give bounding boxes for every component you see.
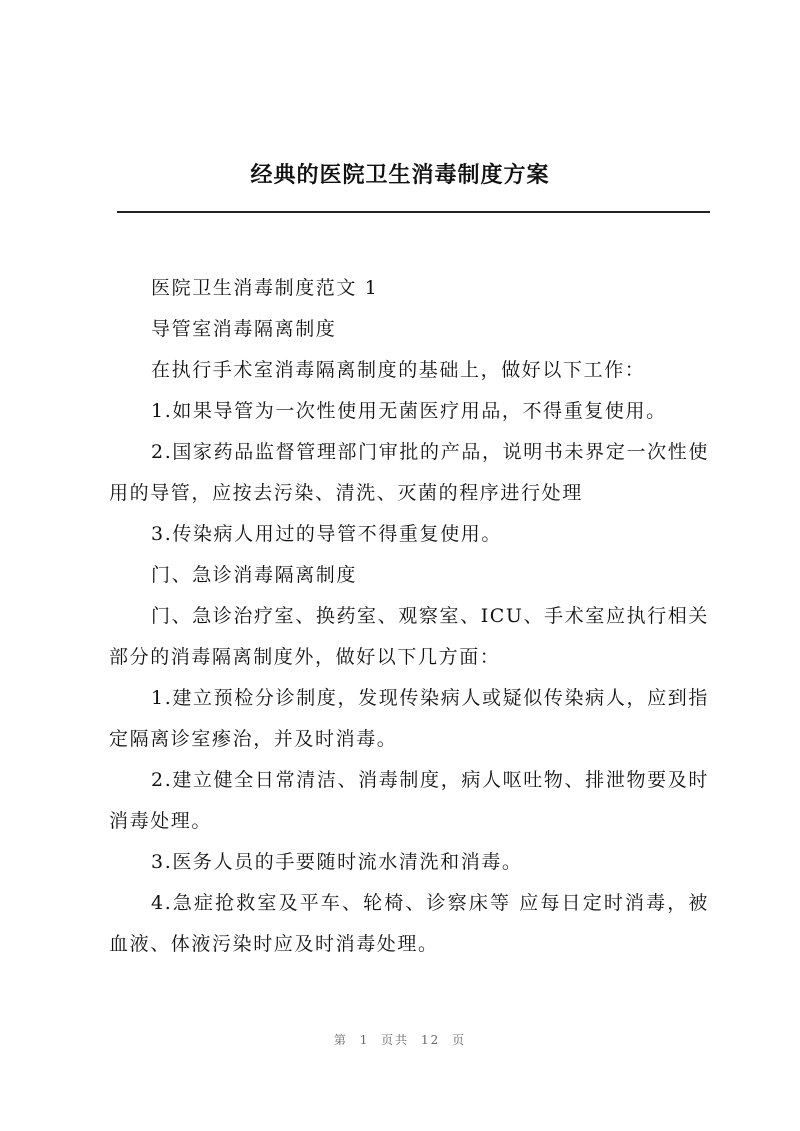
document-body <box>109 268 709 965</box>
paragraph-heading: 医院卫生消毒制度范文 1 <box>151 277 379 299</box>
paragraph: 1.如果导管为一次性使用无菌医疗用品，不得重复使用。 <box>151 400 667 422</box>
paragraph: 在执行手术室消毒隔离制度的基础上，做好以下工作： <box>151 359 646 381</box>
document-title: 经典的医院卫生消毒制度方案 <box>250 163 550 188</box>
paragraph-section-title: 导管室消毒隔离制度 <box>151 318 337 340</box>
paragraph: 2.国家药品监督管理部门审批的产品，说明书未界定一次性使用的导管，应按去污染、清洗、灭菌的程序进行处理 <box>109 441 709 504</box>
paragraph: 2.建立健全日常清洁、消毒制度，病人呕吐物、排泄物要及时消毒处理。 <box>109 769 709 832</box>
paragraph: 3.传染病人用过的导管不得重复使用。 <box>151 523 502 545</box>
paragraph-section-title: 门、急诊消毒隔离制度 <box>151 564 358 586</box>
paragraph: 1.建立预检分诊制度，发现传染病人或疑似传染病人，应到指定隔离诊室瘆治，并及时消毒。 <box>109 687 709 750</box>
paragraph: 3.医务人员的手要随时流水清洗和消毒。 <box>151 851 523 873</box>
title-underline <box>117 211 710 213</box>
page-number-footer: 第 1 页共 12 页 <box>333 1033 467 1047</box>
paragraph: 门、急诊治疗室、换药室、观察室、ICU、手术室应执行相关部分的消毒隔离制度外，做好以下几方面： <box>109 605 709 668</box>
paragraph: 4.急症抢救室及平车、轮椅、诊察床等 应每日定时消毒，被血液、体液污染时应及时消毒处理。 <box>109 892 709 955</box>
